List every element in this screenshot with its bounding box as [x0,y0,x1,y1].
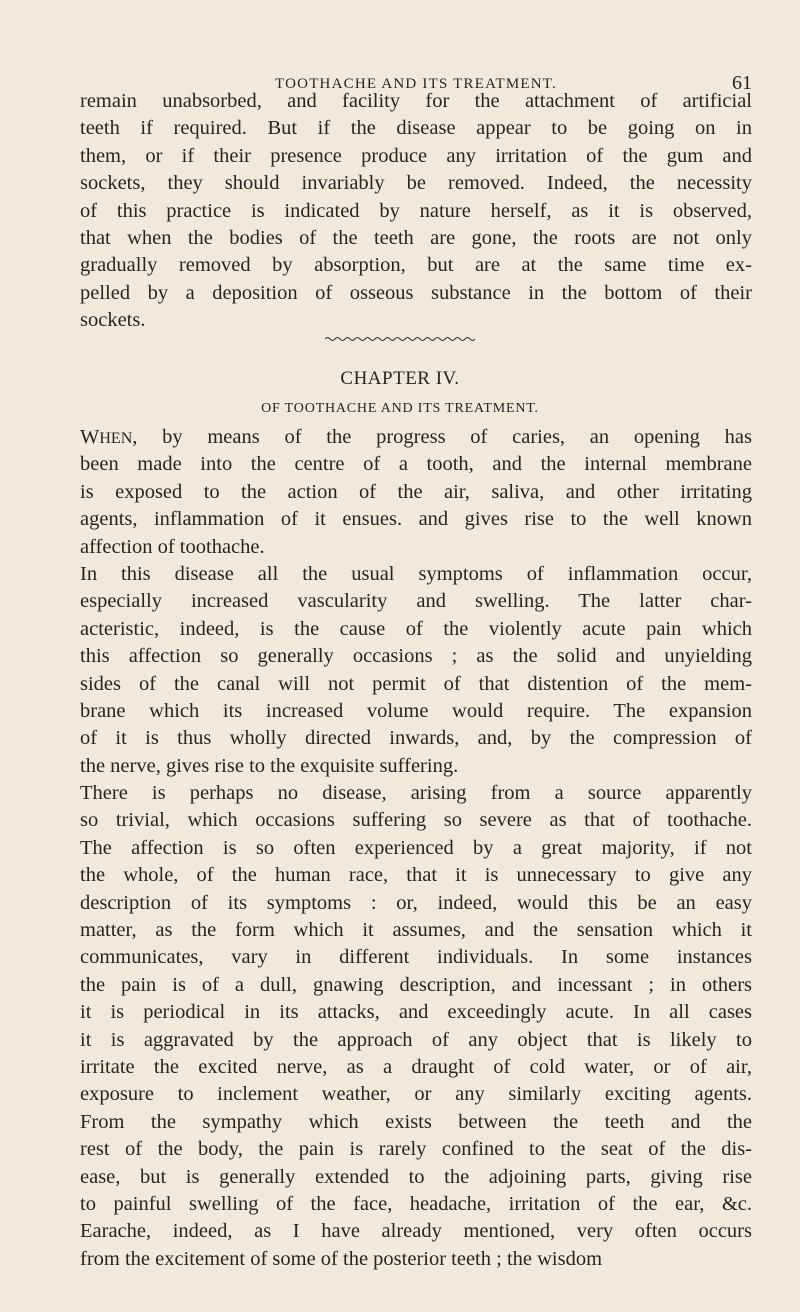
chapter-title: CHAPTER IV. [340,368,460,389]
text-line: remain unabsorbed, and facility for the attachment of artificial [80,90,752,112]
text-line: of this practice is indicated by nature herself, as it is observed, [80,199,752,222]
text-line: teeth if required. But if the disease appear to be going on in [80,117,752,140]
text-line: sides of the canal will not permit of that distention of the mem- [80,672,752,695]
text-line: rest of the body, the pain is rarely confined to the seat of the dis- [80,1138,752,1161]
text-line: irritate the excited nerve, as a draught of cold water, or of air, [80,1055,752,1078]
text-line: so trivial, which occasions suffering so severe as that of toothache. [80,809,752,832]
text-line: been made into the centre of a tooth, and the internal membrane [80,453,752,476]
text-line: the nerve, gives rise to the exquisite suffering. [80,754,459,777]
text-line: In this disease all the usual symptoms of inflammation occur, [80,562,752,585]
text-line: communicates, vary in different individuals. In some instances [80,946,752,969]
text-line: Earache, indeed, as I have already mentioned, very often occurs [80,1220,752,1243]
text-line: it is aggravated by the approach of any object that is likely to [80,1028,752,1051]
text-line: sockets. [80,309,146,332]
decorative-wavy-rule [325,336,475,342]
text-line: the whole, of the human race, that it is unnecessary to give any [80,864,752,887]
text-line: agents, inflammation of it ensues. and gives rise to the well known [80,508,752,531]
text-line: brane which its increased volume would require. The expansion [80,699,752,722]
text-line: of it is thus wholly directed inwards, and, by the compression of [80,727,752,750]
text-line: is exposed to the action of the air, saliva, and other irritating [80,480,752,503]
text-line: acteristic, indeed, is the cause of the violently acute pain which [80,617,752,640]
text-line: that when the bodies of the teeth are gone, the roots are not only [80,226,752,249]
text-line: The affection is so often experienced by a great majority, if not [80,836,752,859]
page-number: 61 [732,72,752,94]
text-line: ease, but is generally extended to the adjoining parts, giving rise [80,1165,752,1188]
running-title: TOOTHACHE AND ITS TREATMENT. [275,76,557,92]
text-line: sockets, they should invariably be removed. Indeed, the necessity [80,172,752,195]
text-line: gradually removed by absorption, but are at the same time ex- [80,254,752,277]
text-line: from the excitement of some of the posterior teeth ; the wisdom [80,1247,603,1270]
text-line: it is periodical in its attacks, and exceedingly acute. In all cases [80,1001,752,1024]
text-line: pelled by a deposition of osseous substance in the bottom of their [80,281,752,304]
chapter-body [80,424,752,1273]
text-line: especially increased vascularity and swelling. The latter char- [80,590,752,613]
text-line: exposure to inclement weather, or any similarly exciting agents. [80,1083,752,1106]
text-line: the pain is of a dull, gnawing description, and incessant ; in others [80,973,752,996]
text-line: affection of toothache. [80,535,265,558]
text-line: this affection so generally occasions ; as the solid and unyielding [80,645,752,668]
text-line: description of its symptoms : or, indeed, would this be an easy [80,891,752,914]
text-line: WHEN, by means of the progress of caries, an opening has [80,426,752,448]
text-line: to painful swelling of the face, headache, irritation of the ear, &c. [80,1192,752,1215]
opening-paragraph [80,88,752,335]
text-line: There is perhaps no disease, arising from a source apparently [80,782,752,805]
chapter-subtitle: OF TOOTHACHE AND ITS TREATMENT. [261,401,539,416]
text-line: matter, as the form which it assumes, and the sensation which it [80,919,752,942]
text-line: them, or if their presence produce any irritation of the gum and [80,144,752,167]
text-line: From the sympathy which exists between the teeth and the [80,1110,752,1133]
